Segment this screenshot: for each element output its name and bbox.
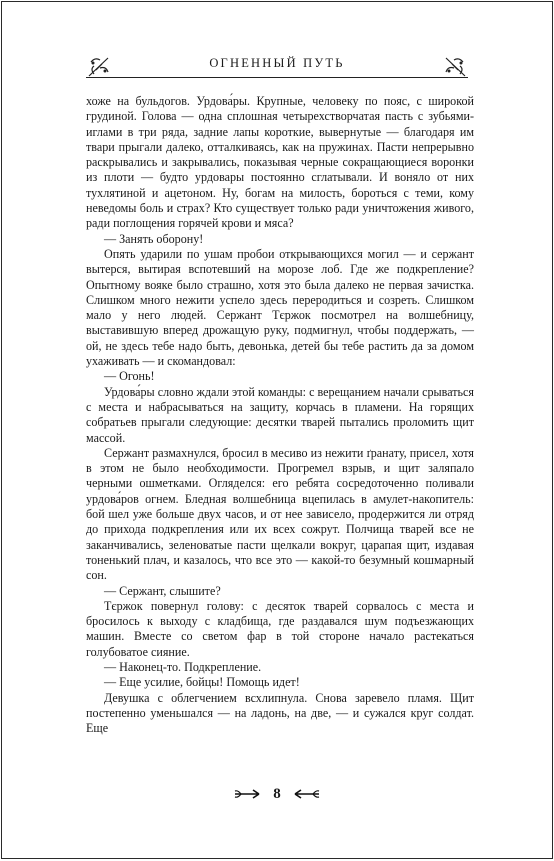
- header-rule: [86, 77, 468, 78]
- paragraph: — Наконец-то. Подкрепление.: [104, 659, 262, 674]
- footer-ornament-left-icon: [233, 788, 263, 800]
- running-title: ОГНЕННЫЙ ПУТЬ: [209, 56, 345, 70]
- paragraph: Сержант размахнулся, бросил в месиво из нежити ґранату, присел, хотя в этом не было необходимости. Прогремел взрыв, и щит заляпало черными ошметками. Огляделся: его ребята сосредоточенно поливали урдова́ров огнем. Бледная волшебница вцепилась в амулет-накопитель: бой шел уже больше двух часов, и от нее зависело, продержится ли отряд до прихода подкрепления или их всех сожрут. Полчища тварей все не заканчивались, зеленоватые пасти щелкали вокруг, царапая щит, издавая тоненький плач, и казалось, что все это — какой-то безумный кошмарный сон.: [86, 445, 474, 583]
- paragraph: — Огонь!: [104, 369, 155, 384]
- footer-ornament-right-icon: [291, 788, 321, 800]
- page-number: 8: [273, 785, 281, 802]
- running-header: [2, 46, 552, 76]
- paragraph: — Сержант, слышите?: [104, 583, 221, 598]
- paragraph: Урдова́ры словно ждали этой команды: с верещанием начали срываться с места и набрасываться на защиту, корчась в пламени. На горящих собратьев прыгали следующие: десятки тварей пытались проломить щит массой.: [86, 384, 474, 445]
- book-page: [1, 1, 553, 859]
- page-footer: [2, 785, 552, 809]
- body-text: [86, 94, 474, 736]
- paragraph: Девушка с облегчением всхлипнула. Снова заревело пламя. Щит постепенно уменьшался — на ладонь, на две, — и сужался круг солдат. Еще: [86, 690, 474, 736]
- paragraph: Тєржок повернул голову: с десяток тварей сорвалось с места и бросилось к выходу с кладбища, где раздавался шум подъезжающих машин. Вместе со светом фар в той стороне начало растекаться голубоватое сияние.: [86, 598, 474, 659]
- paragraph: Опять ударили по ушам пробои открывающихся могил — и сержант вытерся, вытирая вспотевший на морозе лоб. Где же подкрепление? Опытному вояке было страшно, хотя это была далеко не первая зачистка. Слишком много нежити успело здесь переродиться и созреть. Слишком мало у него людей. Сержант Тєржок посмотрел на волшебницу, выставившую вперед дрожащую руку, подмигнул, чтобы поддержать, — ой, не здесь тебе надо быть, девонька, детей бы тебе растить да за домом ухаживать — и скомандовал:: [86, 246, 474, 369]
- paragraph: хоже на бульдогов. Урдова́ры. Крупные, человеку по пояс, с широкой грудиной. Голова — одна сплошная четырехстворчатая пасть с зубьями-иглами в три ряда, задние лапы короткие, вывернутые — благодаря им твари прыгали далеко, отталкиваясь, как на пружинах. Пасти непрерывно раскрывались и закрывались, показывая черные сокращающиеся воронки из плоти — будто урдовары постоянно сглатывали. И воняло от них тухлятиной и ацетоном. Ну, богам на милость, бороться с теми, кому неведомы боль и страх? Кто существует только ради уничтожения живого, ради поглощения горячей крови и мяса?: [86, 94, 474, 231]
- paragraph: — Еще усилие, бойцы! Помощь идет!: [104, 675, 300, 690]
- paragraph: — Занять оборону!: [104, 231, 204, 246]
